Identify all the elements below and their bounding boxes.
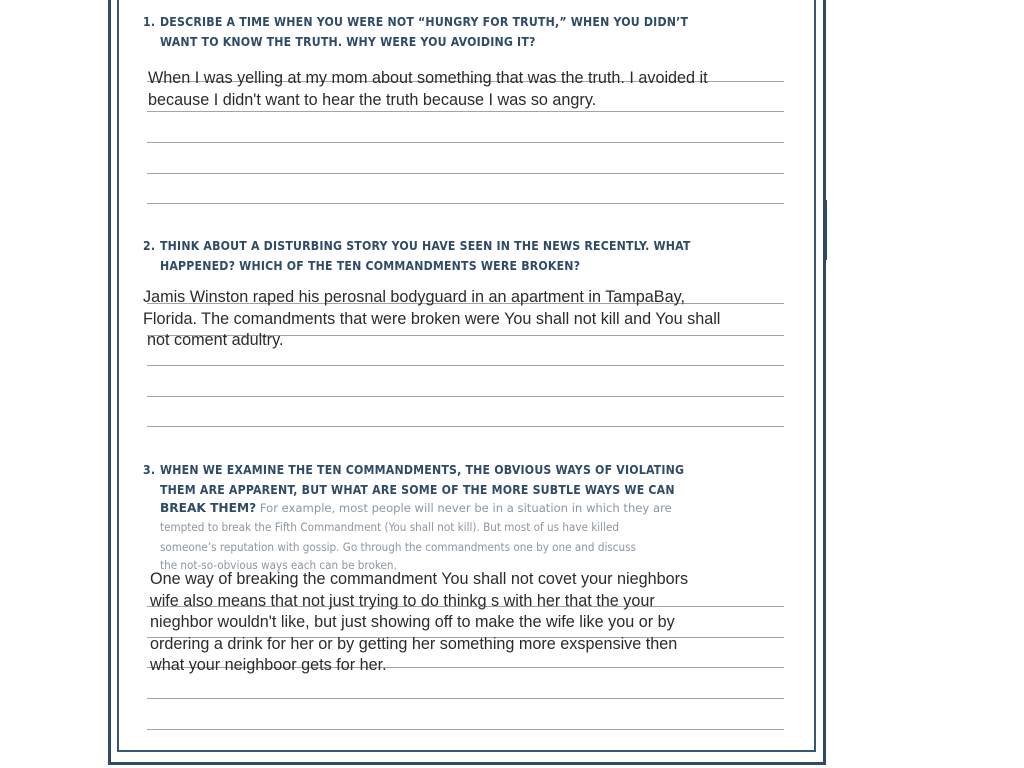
answer-3-line-3: nieghbor wouldn't like, but just showing off to make the wife like you or by <box>150 613 675 631</box>
question-3-number: 3. <box>143 463 156 477</box>
question-3-line-3 <box>160 499 750 519</box>
answer-1-line-1: When I was yelling at my mom about something that was the truth. I avoided it <box>148 69 708 87</box>
answer-1-field[interactable] <box>148 68 708 111</box>
question-3-lead: BREAK THEM? <box>160 501 257 515</box>
answer-3-rule-5 <box>147 729 784 730</box>
answer-3-rule-4 <box>147 698 784 699</box>
question-3-example: For example, most people will never be in a situation in which they are <box>256 501 672 515</box>
answer-3-line-5: what your neighboor gets for her. <box>150 656 387 674</box>
question-3-note-line-3: the not-so-obvious ways each can be broken. <box>160 558 397 572</box>
answer-2-line-1: Jamis Winston raped his perosnal bodyguard in an apartment in TampaBay, <box>143 288 685 306</box>
question-1-number: 1. <box>143 15 156 29</box>
answer-3-line-4: ordering a drink for her or by getting her something more exspensive then <box>150 634 678 653</box>
answer-2-rule-3 <box>147 365 784 366</box>
question-2-line-1: THINK ABOUT A DISTURBING STORY YOU HAVE SEEN IN THE NEWS RECENTLY. WHAT <box>160 239 691 253</box>
question-3-note-line-1: tempted to break the Fifth Commandment (You shall not kill). But most of us have killed <box>160 520 620 534</box>
question-3-note <box>160 518 750 576</box>
page-border-accent <box>823 200 827 260</box>
question-2 <box>143 237 743 276</box>
answer-2-rule-4 <box>147 396 784 397</box>
answer-3-line-2: wife also means that not just trying to do thinkg s with her that the your <box>150 591 655 610</box>
answer-3-line-1: One way of breaking the commandment You shall not covet your nieghbors <box>150 570 689 588</box>
answer-1-rule-2 <box>147 111 784 112</box>
question-3 <box>143 461 743 500</box>
answer-1-rule-3 <box>147 142 784 143</box>
question-1-line-1: DESCRIBE A TIME WHEN YOU WERE NOT “HUNGRY FOR TRUTH,” WHEN YOU DIDN’T <box>160 15 689 29</box>
answer-1-line-2: because I didn't want to hear the truth because I was so angry. <box>148 90 597 109</box>
question-3-line-2: THEM ARE APPARENT, BUT WHAT ARE SOME OF THE MORE SUBTLE WAYS WE CAN <box>160 482 675 497</box>
question-2-number: 2. <box>143 239 156 253</box>
answer-3-field[interactable] <box>150 569 688 677</box>
answer-2-line-2: Florida. The comandments that were broken were You shall not kill and You shall <box>143 309 721 328</box>
answer-1-rule-4 <box>147 173 784 174</box>
question-1-line-2: WANT TO KNOW THE TRUTH. WHY WERE YOU AVOIDING IT? <box>160 34 536 49</box>
answer-2-line-3: not coment adultry. <box>147 331 284 349</box>
question-2-line-2: HAPPENED? WHICH OF THE TEN COMMANDMENTS WERE BROKEN? <box>160 258 581 273</box>
answer-1-rule-5 <box>147 203 784 204</box>
question-3-note-line-2: someone’s reputation with gossip. Go through the commandments one by one and discuss <box>160 539 637 554</box>
answer-2-field[interactable] <box>143 287 720 352</box>
answer-2-rule-5 <box>147 426 784 427</box>
question-1 <box>143 13 743 52</box>
question-3-line-1: WHEN WE EXAMINE THE TEN COMMANDMENTS, THE OBVIOUS WAYS OF VIOLATING <box>160 463 685 477</box>
